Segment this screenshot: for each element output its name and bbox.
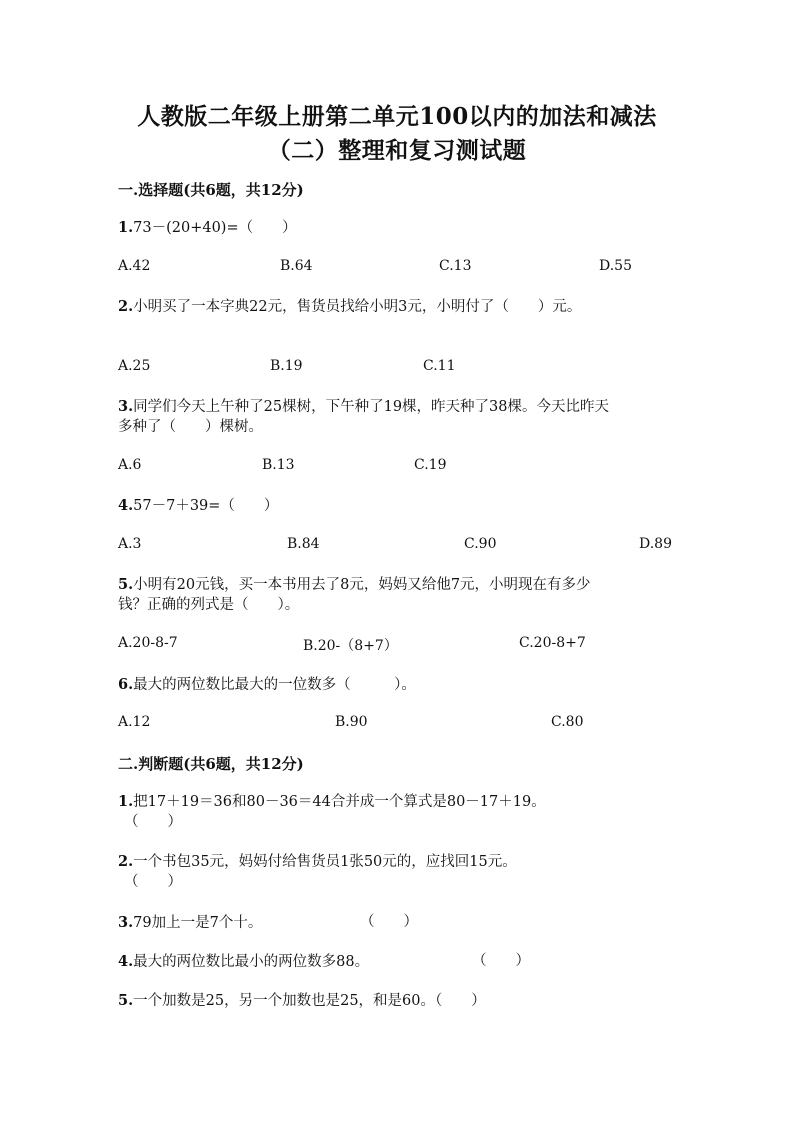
question-number: 1.: [118, 793, 134, 810]
answer-bracket[interactable]: （ ）: [472, 953, 530, 969]
question-1: [118, 217, 678, 239]
option-b[interactable]: B.90: [335, 714, 368, 730]
option-b[interactable]: B.13: [262, 457, 295, 473]
options-row-5: [118, 635, 678, 655]
question-text: 把17＋19＝36和80－36＝44合并成一个算式是80－17＋19。: [133, 794, 546, 810]
option-a[interactable]: A.42: [118, 258, 151, 274]
question-number: 2.: [118, 853, 134, 870]
question-2: [118, 296, 678, 318]
answer-bracket[interactable]: （ ）: [360, 914, 418, 930]
section-heading-judgement: 二.判断题(共6题，共12分): [118, 755, 304, 773]
option-b[interactable]: B.64: [280, 258, 313, 274]
question-number: 1.: [118, 219, 134, 236]
option-d[interactable]: D.89: [639, 536, 672, 552]
question-6: [118, 674, 678, 696]
question-text: 最大的两位数比最大的一位数多（ ）。: [133, 677, 416, 693]
question-number: 3.: [118, 398, 134, 415]
question-text: 79加上一是7个十。: [133, 915, 263, 931]
options-row-1: [118, 258, 678, 278]
option-b[interactable]: B.19: [270, 358, 303, 374]
question-text: 73－(20+40)=（ ）: [133, 220, 297, 236]
options-row-4: [118, 536, 678, 556]
option-a[interactable]: A.12: [118, 714, 151, 730]
question-4: [118, 495, 678, 517]
question-number: 4.: [118, 497, 134, 514]
option-c[interactable]: C.11: [423, 358, 456, 374]
question-3-line2: 多种了（ ）棵树。: [118, 419, 263, 435]
question-number: 5.: [118, 992, 134, 1009]
option-c[interactable]: C.20-8+7: [519, 635, 586, 651]
option-c[interactable]: C.80: [551, 714, 584, 730]
option-a[interactable]: A.20-8-7: [118, 635, 178, 651]
judgement-4: [118, 951, 678, 973]
options-row-6: [118, 714, 678, 734]
question-number: 5.: [118, 576, 134, 593]
judgement-2: [118, 851, 678, 873]
option-d[interactable]: D.55: [599, 258, 632, 274]
question-text: 一个加数是25，另一个加数也是25，和是60。（ ）: [133, 993, 486, 1009]
option-b[interactable]: B.20-（8+7）: [303, 638, 398, 654]
option-b[interactable]: B.84: [287, 536, 320, 552]
options-row-2: [118, 358, 678, 378]
question-text: 57－7＋39=（ ）: [133, 498, 279, 514]
page-title-line2: （二）整理和复习测试题: [267, 137, 527, 164]
option-a[interactable]: A.25: [118, 358, 151, 374]
question-5: [118, 574, 678, 596]
option-a[interactable]: A.3: [118, 536, 142, 552]
page-title-line1: 人教版二年级上册第二单元100以内的加法和减法: [137, 103, 657, 130]
option-a[interactable]: A.6: [118, 457, 142, 473]
question-5-line2: 钱？正确的列式是（ ）。: [118, 597, 300, 613]
option-c[interactable]: C.13: [439, 258, 472, 274]
question-text: 一个书包35元，妈妈付给售货员1张50元的，应找回15元。: [133, 854, 517, 870]
answer-bracket[interactable]: （ ）: [124, 814, 182, 830]
answer-bracket[interactable]: （ ）: [124, 874, 182, 890]
question-text: 同学们今天上午种了25棵树，下午种了19棵，昨天种了38棵。今天比昨天: [133, 399, 609, 415]
question-number: 4.: [118, 953, 134, 970]
question-3: [118, 396, 678, 418]
option-c[interactable]: C.19: [414, 457, 447, 473]
question-text: 小明买了一本字典22元，售货员找给小明3元，小明付了（ ）元。: [133, 299, 582, 315]
option-c[interactable]: C.90: [464, 536, 497, 552]
question-text: 最大的两位数比最小的两位数多88。: [133, 954, 370, 970]
judgement-5: [118, 990, 678, 1012]
question-text: 小明有20元钱，买一本书用去了8元，妈妈又给他7元，小明现在有多少: [133, 577, 591, 593]
question-number: 6.: [118, 676, 134, 693]
options-row-3: [118, 457, 678, 477]
question-number: 2.: [118, 298, 134, 315]
question-number: 3.: [118, 914, 134, 931]
section-heading-choice: 一.选择题(共6题，共12分): [118, 181, 304, 199]
judgement-1: [118, 791, 678, 813]
